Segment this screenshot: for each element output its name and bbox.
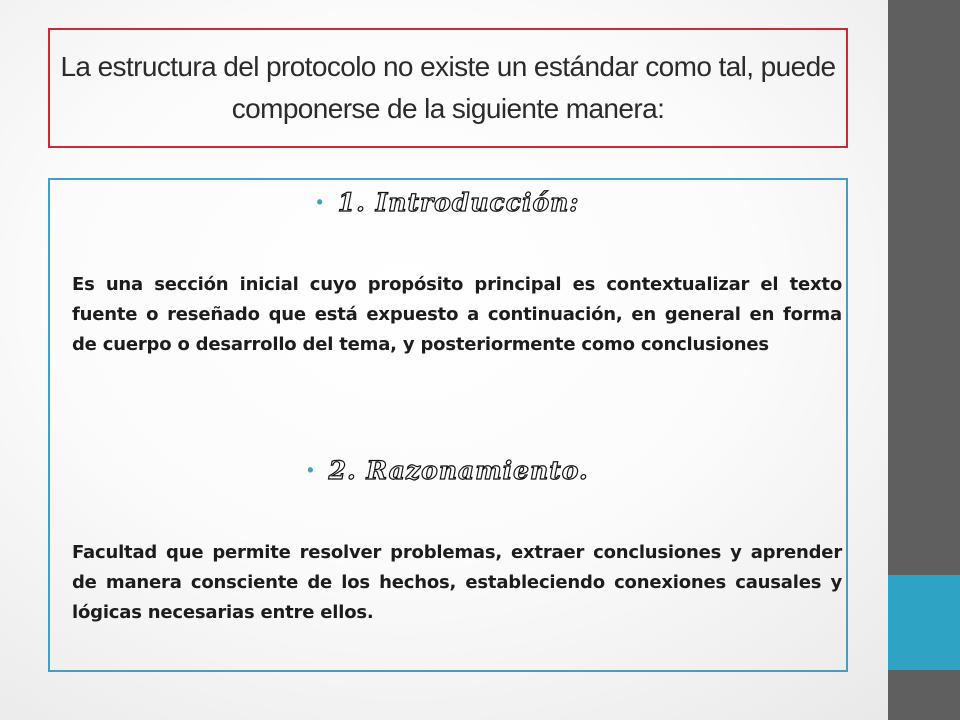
section-heading-text: 2. Razonamiento. <box>328 456 589 485</box>
bullet-icon: • <box>307 460 315 480</box>
section-heading-introduccion <box>50 188 846 217</box>
section-body-introduccion: Es una sección inicial cuyo propósito principal es contextualizar el texto fuente o reseñado que está expuesto a continuación, en general en forma de cuerpo o desarrollo del tema, y posteriormente como conclusiones <box>72 274 842 355</box>
slide-title: La estructura del protocolo no existe un estándar como tal, puede componerse de la siguiente manera: <box>60 51 836 124</box>
bullet-icon: • <box>316 192 324 212</box>
section-heading-text: 1. Introducción: <box>337 188 580 217</box>
section-body-razonamiento: Facultad que permite resolver problemas, extraer conclusiones y aprender de manera consciente de los hechos, estableciendo conexiones causales y lógicas necesarias entre ellos. <box>72 542 842 623</box>
side-accent-block <box>888 575 960 670</box>
section-heading-razonamiento <box>50 456 846 485</box>
title-box <box>48 28 848 148</box>
content-box <box>48 178 848 672</box>
